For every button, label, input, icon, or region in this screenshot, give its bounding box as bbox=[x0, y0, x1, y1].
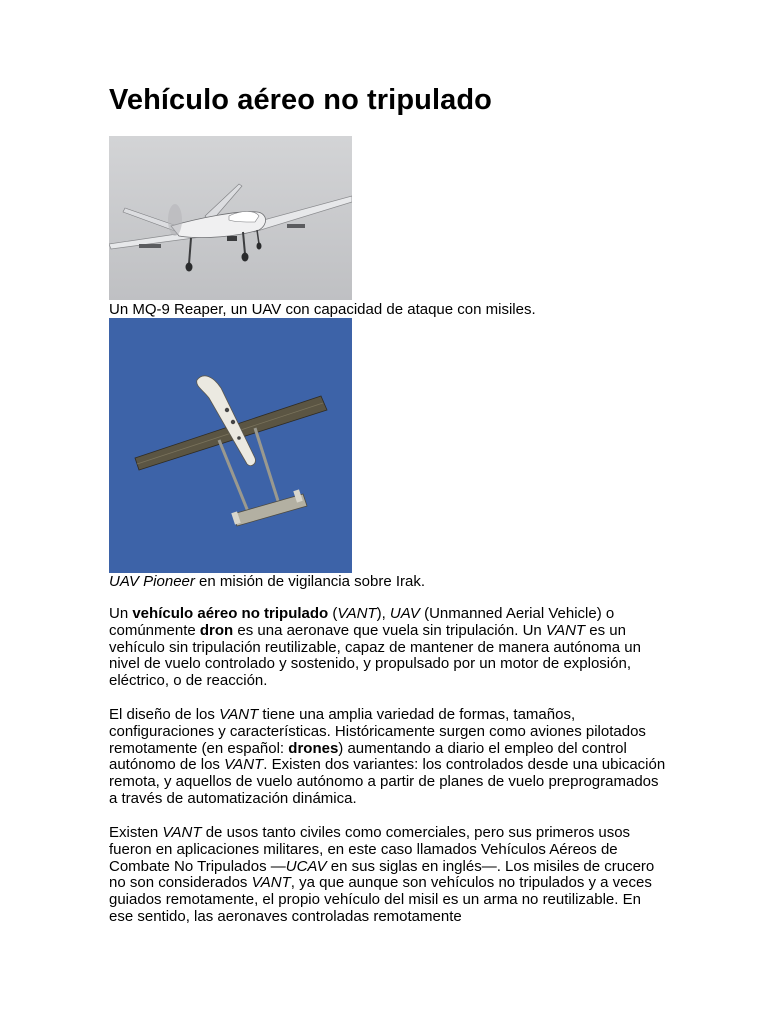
caption-italic: UAV Pioneer bbox=[109, 573, 195, 590]
para-italic: VANT bbox=[219, 706, 259, 723]
para-italic: UAV bbox=[389, 605, 420, 622]
para-text: ), bbox=[376, 605, 390, 622]
para-text: de usos tanto civiles como comerciales, pero sus primeros usos fueron en aplicaciones militares, en este caso llamados Vehículos Aéreos de Combate No Tripulados — bbox=[109, 824, 631, 875]
para-text: tiene una amplia variedad de formas, tamaños, configuraciones y características. Históricamente surgen como aviones pilotados remotamente (en español: bbox=[109, 706, 646, 757]
para-text: Un bbox=[109, 605, 133, 622]
paragraph-uses bbox=[109, 825, 669, 926]
para-text: El diseño de los bbox=[109, 706, 220, 723]
para-italic: VANT bbox=[545, 621, 586, 639]
para-bold: dron bbox=[199, 621, 234, 639]
para-bold: drones bbox=[288, 739, 339, 757]
page-title: Vehículo aéreo no tripulado bbox=[109, 84, 492, 116]
para-italic: VANT bbox=[162, 824, 202, 841]
para-text: Existen bbox=[109, 824, 163, 841]
figure-caption: Un MQ-9 Reaper, un UAV con capacidad de ataque con misiles. bbox=[109, 301, 536, 318]
uav-pioneer-photo bbox=[109, 318, 352, 573]
para-text: es una aeronave que vuela sin tripulación. Un bbox=[233, 621, 546, 639]
mq9-reaper-photo bbox=[109, 136, 352, 300]
para-text: en sus siglas en inglés—. Los misiles de crucero no son considerados bbox=[109, 857, 655, 892]
para-bold: vehículo aéreo no tripulado bbox=[132, 605, 329, 622]
para-text: ) aumentando a diario el empleo del control autónomo de los bbox=[109, 739, 627, 774]
para-text: . Existen dos variantes: los controlados desde una ubicación remota, y aquellos de vuelo autónomo a partir de planes de vuelo preprogramados a través de automatización dinámica. bbox=[109, 756, 666, 807]
para-text: , ya que aunque son vehículos no tripulados y a veces guiados remotamente, el propio vehículo del misil es un arma no reutilizable. En ese sentido, las aeronaves controladas remotamente bbox=[109, 874, 652, 925]
paragraph-design bbox=[109, 707, 669, 808]
para-text: es un vehículo sin tripulación reutilizable, capaz de mantener de manera autónoma un nivel de vuelo controlado y sostenido, y propulsado por un motor de explosión, eléctrico, o de reacción. bbox=[109, 621, 641, 690]
paragraph-intro bbox=[109, 606, 669, 690]
para-italic: UCAV bbox=[285, 857, 327, 875]
para-italic: VANT bbox=[337, 605, 377, 622]
para-italic: VANT bbox=[251, 874, 291, 892]
para-text: (Unmanned Aerial Vehicle) o comúnmente bbox=[109, 605, 615, 639]
para-italic: VANT bbox=[224, 756, 264, 774]
caption-text: en misión de vigilancia sobre Irak. bbox=[194, 573, 426, 590]
para-text: ( bbox=[328, 605, 338, 622]
figure-caption bbox=[109, 573, 425, 590]
